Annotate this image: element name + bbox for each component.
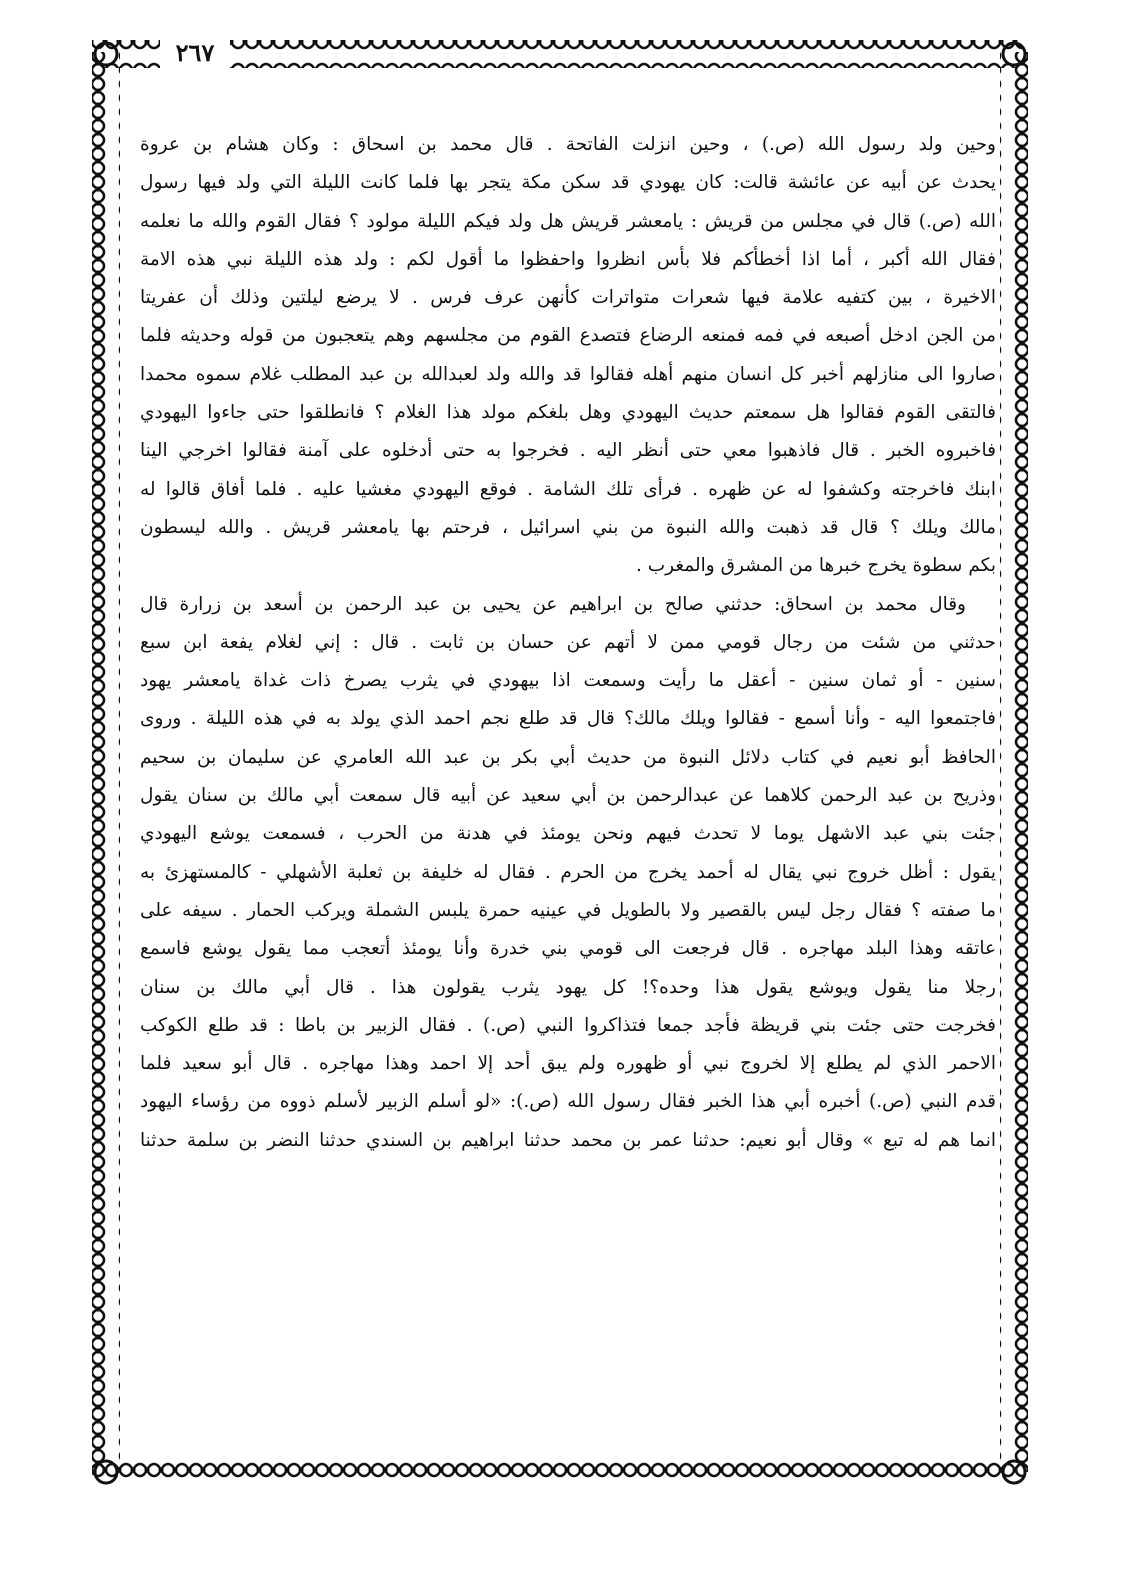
- text-line: جئت بني عبد الاشهل يوما لا تحدث فيهم ونحن يومئذ في هدنة من الحرب ، فسمعت يوشع اليهودي: [140, 823, 996, 845]
- text-line: رجلا منا يقول ويوشع يقول هذا وحده؟! كل يهود يثرب يقولون هذا . قال أبي مالك بن سنان: [140, 976, 996, 998]
- text-line: من الجن ادخل أصبعه في فمه فمنعه الرضاع فتصدع القوم من مجلسهم وهم يتعجبون من قوله وحديثه فلما: [140, 325, 996, 347]
- page-number: ٢٦٧: [160, 38, 230, 68]
- text-line: الاخيرة ، بين كتفيه علامة فيها شعرات متواترات كأنهن عرف فرس . لا يرضع ليلتين وذلك أن عفريتا: [140, 287, 996, 309]
- text-line: ما صفته ؟ فقال رجل ليس بالقصير ولا بالطويل في عينيه حمرة يلبس الشملة ويركب الحمار . سيفه على: [140, 899, 996, 921]
- text-line: الحافظ أبو نعيم في كتاب دلائل النبوة من حديث أبي بكر بن عبد الله العامري عن سليمان بن سحيم: [140, 746, 996, 768]
- text-line: فالتقى القوم فقالوا هل سمعتم حديث اليهودي وهل بلغكم مولد هذا الغلام ؟ فانطلقوا حتى جاءوا اليهودي: [140, 402, 996, 424]
- text-line: الله (ص.) قال في مجلس من قريش : يامعشر قريش هل ولد فيكم الليلة مولود ؟ فقال القوم والله ما نعلمه: [140, 210, 996, 232]
- text-line: فخرجت حتى جئت بني قريظة فأجد جمعا فتذاكروا النبي (ص.) . فقال الزبير بن باطا : قد طلع الكوكب: [140, 1014, 996, 1036]
- text-line: سنين - أو ثمان سنين - أعقل ما رأيت وسمعت اذا بيهودي في يثرب يصرخ ذات غداة يامعشر يهود: [140, 670, 996, 692]
- text-line: مالك ويلك ؟ قال قد ذهبت والله النبوة من بني اسرائيل ، فرحتم بها يامعشر قريش . والله ليسطون: [140, 516, 996, 538]
- text-line: فقال الله أكبر ، أما اذا أخطأكم فلا بأس انظروا واحفظوا ما أقول لكم : ولد هذه الليلة نبي هذه الامة: [140, 248, 996, 270]
- text-line: انما هم له تبع » وقال أبو نعيم: حدثنا عمر بن محمد حدثنا ابراهيم بن السندي حدثنا النضر بن سلمة حدثنا: [140, 1129, 996, 1151]
- text-line: الاحمر الذي لم يطلع إلا لخروج نبي أو ظهوره ولم يبق أحد إلا احمد وهذا مهاجره . قال أبو سعيد فلما: [140, 1053, 996, 1075]
- text-line: ابنك فاخرجته وكشفوا له عن ظهره . فرأى تلك الشامة . فوقع اليهودي مغشيا عليه . فلما أفاق قالوا له: [140, 478, 996, 500]
- text-line: صاروا الى منازلهم أخبر كل انسان منهم أهله فقالوا قد والله ولد لعبدالله بن عبد المطلب غلام سموه محمدا: [140, 363, 996, 385]
- text-line: وذريح بن عبد الرحمن كلاهما عن عبدالرحمن بن أبي سعيد عن أبيه قال سمعت أبي مالك بن سنان يقول: [140, 785, 996, 807]
- text-line: يحدث عن أبيه عن عائشة قالت: كان يهودي قد سكن مكة يتجر بها فلما كانت الليلة التي ولد فيها رسول: [140, 172, 996, 194]
- text-line: وحين ولد رسول الله (ص.) ، وحين انزلت الفاتحة . قال محمد بن اسحاق : وكان هشام بن عروة: [140, 134, 996, 155]
- text-line: يقول : أظل خروج نبي يقال له أحمد يخرج من الحرم . فقال له خليفة بن ثعلبة الأشهلي - كالمستهزئ به: [140, 861, 996, 883]
- text-line: فاخبروه الخبر . قال فاذهبوا معي حتى أنظر اليه . فخرجوا به حتى أدخلوه على آمنة فقالوا اخرجي الينا: [140, 440, 996, 462]
- text-line: قدم النبي (ص.) أخبره أبي هذا الخبر فقال رسول الله (ص.): «لو أسلم الزبير لأسلم ذووه من رؤساء اليهود: [140, 1091, 996, 1113]
- body-text: [140, 126, 996, 1160]
- paragraph-start-line: وقال محمد بن اسحاق: حدثني صالح بن ابراهيم عن يحيى بن عبد الرحمن بن أسعد بن زرارة قال: [140, 593, 966, 615]
- text-line: حدثني من شئت من رجال قومي ممن لا أتهم عن حسان بن ثابت . قال : إني لغلام يفعة ابن سبع: [140, 631, 996, 653]
- text-line: عاتقه وهذا البلد مهاجره . قال فرجعت الى قومي بني خدرة وأنا يومئذ أتعجب مما يقول يوشع فاسمع: [140, 938, 996, 960]
- text-line: فاجتمعوا اليه - وأنا أسمع - فقالوا ويلك مالك؟ قال قد طلع نجم احمد الذي يولد به في هذه الليلة . وروى: [140, 708, 996, 730]
- paragraph-end-line: بكم سطوة يخرج خبرها من المشرق والمغرب .: [636, 555, 996, 577]
